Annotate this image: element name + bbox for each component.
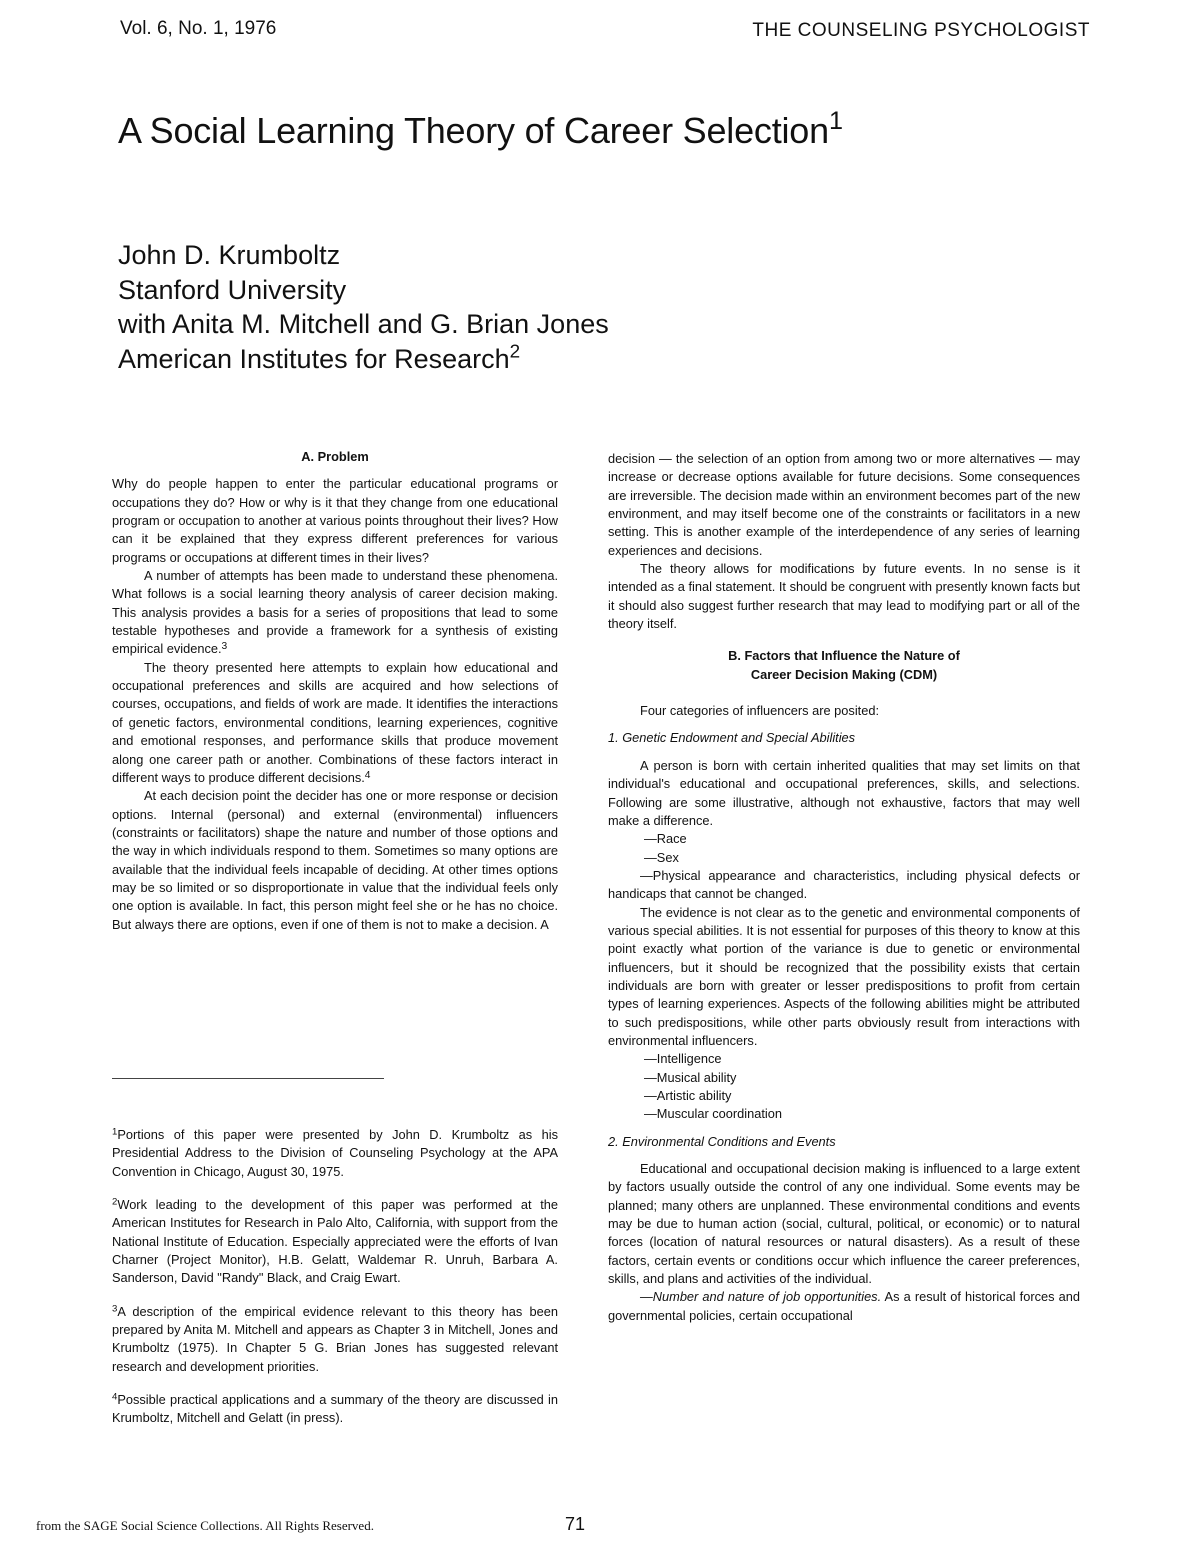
subheading-genetic: 1. Genetic Endowment and Special Abilities — [608, 730, 856, 746]
list-item: —Race — [644, 831, 687, 847]
paragraph: At each decision point the decider has one or more response or decision options. Internal (personal) and external (environmental) influencers (constraints or facilitators) shape the nature and number of those options and the way in which individuals respond to them. Sometimes so many options are available that the individual feels incapable of deciding. At other times options may be so limited or so disproportionate in value that the individual feels only one option is available. In fact, this person might feel she or he has no choice. But always there are options, even if one of them is not to make a decision. A — [112, 788, 558, 932]
coauthors: with Anita M. Mitchell and G. Brian Jones — [118, 309, 609, 339]
list-item: —Physical appearance and characteristics, including physical defects or handicaps that cannot be changed. — [608, 867, 1080, 902]
paragraph: Why do people happen to enter the particular educational programs or occupations they do? How or why is it that they change from one educational program or occupation to another at various points throughout their lives? How can it be explained that they express different preferences for various programs or occupations at different times in their lives? — [112, 476, 558, 565]
paragraph-text: As a result of historical forces and governmental policies, certain occupational — [608, 1289, 1080, 1323]
footnote-number: 4 — [112, 1391, 118, 1403]
section-heading-problem: A. Problem — [301, 449, 369, 464]
footnote-number: 3 — [112, 1303, 118, 1315]
footnote — [112, 1303, 558, 1376]
footnote-divider — [112, 1078, 384, 1079]
footnote-text: Work leading to the development of this paper was performed at the American Institutes for Research in Palo Alto, California, with support from the National Institute of Education. Especially appreciated were the efforts of Ivan Charner (Project Monitor), H.B. Gelatt, Waldemar R. Unruh, Barbara A. Sanderson, David "Randy" Black, and Craig Ewart. — [112, 1197, 558, 1286]
paragraph — [608, 1288, 1080, 1325]
author-name: John D. Krumboltz — [118, 240, 341, 270]
list-item: —Musical ability — [644, 1069, 737, 1085]
footnote-text: Portions of this paper were presented by John D. Krumboltz as his Presidential Address to the Division of Counseling Psychology at the APA Convention in Chicago, August 30, 1975. — [112, 1127, 558, 1179]
journal-volume: Vol. 6, No. 1, 1976 — [120, 18, 277, 39]
footnote-number: 1 — [112, 1126, 118, 1138]
paragraph — [112, 659, 558, 787]
footnote-text: Possible practical applications and a summary of the theory are discussed in Krumboltz, Mitchell and Gelatt (in press). — [112, 1392, 558, 1426]
footnote-text: A description of the empirical evidence relevant to this theory has been prepared by Anita M. Mitchell and appears as Chapter 3 in Mitchell, Jones and Krumboltz (1975). In Chapter 5 G. Brian Jones has suggested relevant research and development priorities. — [112, 1303, 558, 1374]
journal-name: THE COUNSELING PSYCHOLOGIST — [752, 20, 1090, 41]
article-title — [118, 107, 843, 152]
page-number: 71 — [565, 1514, 586, 1534]
footnote-marker: 3 — [221, 641, 228, 653]
left-column — [112, 448, 558, 934]
paragraph: The evidence is not clear as to the genetic and environmental components of various special abilities. It is not essential for purposes of this theory to know at this point exactly what portion of the variance is due to genetic or environmental influencers, but it should be recognized that the possibility exists that certain individuals are born with greater or lesser predispositions to profit from certain types of learning experiences. Aspects of the following abilities might be attributed to such predispositions, while other parts obviously result from interactions with environmental influencers. — [608, 904, 1080, 1048]
paragraph-text: A number of attempts has been made to understand these phenomena. What follows is a social learning theory analysis of career decision making. This analysis provides a basis for a series of propositions that lead to some testable hypotheses and provide a framework for a synthesis of existing empirical evidence. — [112, 568, 558, 657]
list-item: —Intelligence — [644, 1051, 722, 1067]
author-affiliation: Stanford University — [118, 274, 347, 305]
right-column — [608, 450, 1080, 1325]
section-heading-factors: B. Factors that Influence the Nature of — [728, 648, 960, 664]
footnote — [112, 1196, 558, 1288]
paragraph-text: The theory presented here attempts to explain how educational and occupational preferences and skills are acquired and how selections of courses, occupations, and fields of work are made. It identifies the interactions of genetic factors, environmental conditions, learning experiences, cognitive and emotional responses, and performance skills that produce movement along one career path or another. Combinations of these factors interact in different ways to produce different decisions. — [112, 659, 558, 785]
paragraph — [112, 567, 558, 659]
list-item: —Muscular coordination — [644, 1106, 782, 1122]
affiliation-footnote-marker: 2 — [509, 341, 521, 363]
coauthor-affiliation-text: American Institutes for Research — [118, 343, 510, 374]
footnote — [112, 1391, 558, 1428]
author-block — [118, 238, 609, 376]
footnote-number: 2 — [112, 1196, 118, 1208]
paragraph: A person is born with certain inherited qualities that may set limits on that individual's educational and occupational preferences, skills, and selections. Following are some illustrative, although not exhaustive, factors that may well make a difference. — [608, 757, 1080, 828]
paragraph: Educational and occupational decision making is influenced to a large extent by factors usually outside the control of any one individual. Some events may be planned; many others are unplanned. These environmental conditions and events may be due to human action (social, cultural, political, or economic) or to natural forces (location of natural resources or natural disasters). As a result of these factors, certain events or conditions occur which influence the career preferences, skills, and plans and activities of the individual. — [608, 1161, 1080, 1287]
subheading-environmental: 2. Environmental Conditions and Events — [608, 1133, 836, 1149]
title-footnote-marker: 1 — [828, 107, 843, 136]
paragraph: The theory allows for modifications by future events. In no sense is it intended as a final statement. It should be congruent with presently known facts but it should also suggest further research that may lead to modifying part or all of the theory itself. — [608, 561, 1080, 632]
footnotes — [112, 1126, 558, 1443]
section-heading-factors-line2: Career Decision Making (CDM) — [750, 666, 938, 682]
coauthor-affiliation — [118, 342, 609, 377]
inline-heading: —Number and nature of job opportunities. — [640, 1289, 882, 1305]
copyright-notice: from the SAGE Social Science Collections. All Rights Reserved. — [36, 1518, 374, 1533]
article-title-text: A Social Learning Theory of Career Selection — [118, 110, 829, 151]
footnote-marker: 4 — [364, 769, 371, 781]
intro-paragraph: Four categories of influencers are posited: — [640, 703, 880, 719]
list-item: —Artistic ability — [644, 1088, 732, 1103]
paragraph: decision — the selection of an option from among two or more alternatives — may increase or decrease options available for future decisions. Some consequences are irreversible. The decision made within an environment becomes part of the new environment, and may itself become one of the constraints or facilitators in a new setting. This is another example of the interdependence of any series of learning experiences and decisions. — [608, 451, 1080, 558]
footnote — [112, 1126, 558, 1181]
list-item: —Sex — [644, 849, 679, 865]
